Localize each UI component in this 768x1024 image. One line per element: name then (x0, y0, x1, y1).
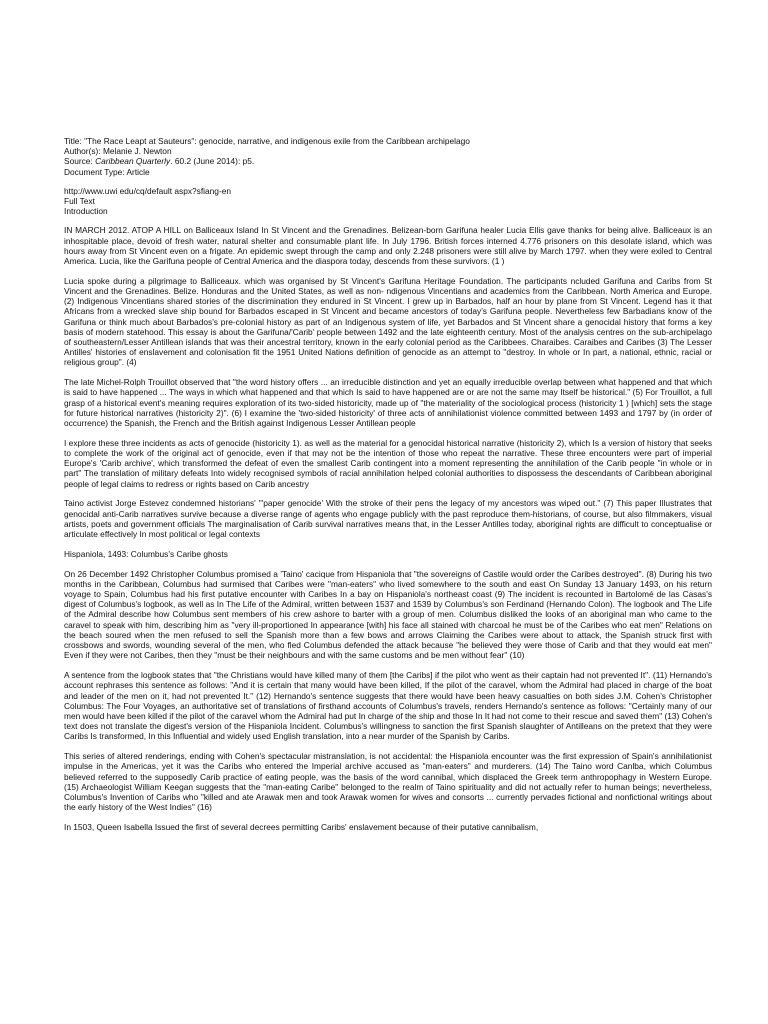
source-journal: Caribbean Quarterly (95, 156, 171, 167)
section-heading: Hispaniola, 1493: Columbus's Caribe ghosts (64, 548, 228, 559)
full-text-label: Full Text (64, 196, 95, 207)
paragraph: On 26 December 1492 Christopher Columbus promised a 'Taino' cacique from Hispaniola that "the sovereigns of Castile would order the Caribes destroyed". (8) During his two months in the Caribbean, Columbus had surmised that Caribes were "man-eaters" who lived somewhere to the south and east On Sunday 13 January 1493, on his return voyage to Spain, Columbus had his first putative encounter with Caribes In a bay on Hispaniola's northeast coast (9) The incident is recounted in Bartolomé de las Casas's digest of Columbus's logbook, as well as In The Life of the Admiral, written between 1537 and 1539 by Columbus's son Ferdinand (Hernando Colon). The logbook and The Life of the Admiral describe how Columbus sent members of his crew ashore to barter with a group of men. Columbus disliked the looks of an aboriginal man who came to the caravel to speak with him, describing him as "very ill-proportioned In appearance [with] his face all stained with charcoal he must be of the Caribes who eat men" Relations on the beach soured when the men refused to sell the Spanish more than a few bows and arrows Claiming the Caribes were about to attack, the Spanish struck first with crossbows and swords, wounding several of the men, who fled Columbus defended the attack because "he believed they were those of Carib and that they would eat men" Even if they were not Caribes, then they "must be their neighbours and with the same customs and be men without fear" (10) (64, 568, 712, 661)
source-label: Source: (64, 156, 96, 167)
paragraph: A sentence from the logbook states that "the Christians would have killed many of them [the Caribs] if the pilot who went as their captain had not prevented It". (11) Hernando's account rephrases this sentence as follows: "And it is certain that many would have been killed, If the pilot of the caravel, whom the Admiral had placed in charge of the boat and leader of the men on it, had not prevented It." (12) Hernando's sentence suggests that there would have been heavy casualties on both sides J.M. Cohen's Christopher Columbus: The Four Voyages, an authoritative set of translations of firsthand accounts of Columbus's travels, renders Hernando's sentence as follows: "Certainly many of our men would have been killed if the pilot of the caravel whom the Admiral had put In charge of the ship and those In It had not come to their rescue and saved them" (13) Cohen's text does not translate the digest's version of the Hispaniola Incident. Columbus's willingness to sanction the first Spanish slaughter of Antilleans on the pretext that they were Caribs Is transformed, In this Influential and widely used English translation, into a near murder of the Spanish by Caribs. (64, 670, 712, 742)
article-body (64, 136, 712, 842)
paragraph: Taino activist Jorge Estevez condemned historians' "'paper genocide' With the stroke of their pens the legacy of my ancestors was wiped out." (7) This paper Illustrates that genocidal anti-Carib narratives survive because a diverse range of agents who engage publicly with the past reproduce them-historians, of course, but also filmmakers, visual artists, poets and government officials The marginalisation of Carib survival narratives means that, in the Lesser Antilles today, aboriginal rights are difficult to conceptualise or articulate effectively In most political or legal contexts (64, 498, 712, 540)
paragraph: I explore these three incidents as acts of genocide (historicity 1). as well as the material for a genocidal historical narrative (historicity 2), which Is a version of history that seeks to complete the work of the original act of genocide, even if that may not be the intention of those who repeat the narrative. These three encounters were part of imperial Europe's 'Carib archive', which transformed the defeat of even the smallest Carib contingent into a moment representing the annihilation of the Carib people "in whole or in part" The translation of military defeats Into widely recognised symbols of racial annihilation helped colonial authorities to dispossess the descendants of Caribbean aboriginal people of legal claims to redress or rights based on Carib ancestry (64, 437, 712, 489)
article-author: Melanie J. Newton (102, 146, 172, 157)
spacer (64, 177, 712, 186)
paragraph: The late Michel-Rolph Trouillot observed that "the word history offers ... an irreducible distinction and yet an equally irreducible overlap between what happened and that which is said to have happened ... The ways in which what happened and that which Is said to have happened are or are not the same may Itself be historical." (5) For Trouillot, a full grasp of a historical event's meaning requires exploration of its two-sided historicity, made up of "the materiality of the sociological process (historicity 1 ) [which] sets the stage for future historical narratives (historicity 2)". (6) I examine the 'two-sided historicity' of three acts of annihilationist violence committed between 1493 and 1797 by (in order of occurrence) the Spanish, the French and the British against Indigenous Lesser Antillean people (64, 377, 712, 429)
source-url[interactable]: http://www.uwi edu/cq/default aspx?sfiang-en (64, 185, 231, 196)
author-label: Author(s): (64, 146, 103, 157)
paragraph: IN MARCH 2012. ATOP A HILL on Balliceaux Island In St Vincent and the Grenadines. Belizean-born Garifuna healer Lucia Ellis gave thanks for being alive. Balliceaux is an inhospitable place, devoid of fresh water, natural shelter and consumable plant life. In July 1796. British forces interned 4.776 prisoners on this desolate island, which was hours away from St Vincent even on a frigate. An epidemic swept through the camp and only 2.248 prisoners were still alive by March 1797. when they were exiled to Central America. Lucia, like the Garifuna people of Central America and the diaspora today, descends from these survivors. (1 ) (64, 225, 712, 267)
paragraph: Lucia spoke during a pilgrimage to Balliceaux. which was organised by St Vincent's Garifuna Heritage Foundation. The participants ncluded Garifuna and Caribs from St Vincent and the Grenadines. Belize. Honduras and the United States, as well as non- ndigenous Vincentians and academics from the Caribbean. North America and Europe. (2) Indigenous Vincentians shared stories of the discrimination they endured in St Vincent. I grew up in Barbados, half an hour by plane from St Vincent. Legend has it that Africans from a wrecked slave ship bound for Barbados escaped in St Vincent and became ancestors of today's Garifuna people. Nevertheless few Barbadians know of the Garifuna or think much about Barbados's pre-colonial history as part of an Indigenous system of life, yet Barbados and St Vincent share a genocidal history that forms a key basis of modern statehood. This essay is about the Garifuna/'Carib' people between 1492 and the late eighteenth century. Most of the analysis centres on the sub-archipelago of southeastern/Lesser Antillean islands that was their ancestral territory, known in the early colonial period as the Caribbees. Charaibes. Caraibes and Caribes (3) The Lesser Antilles' histories of enslavement and colonisation fit the 1951 United Nations definition of genocide as an attempt to "destroy. In whole or In part, a national, ethnic, racial or religious group". (4) (64, 275, 712, 368)
author-line (64, 146, 712, 156)
doctype-line (64, 167, 712, 177)
spacer (64, 216, 712, 225)
article-title: "The Race Leapt at Sauteurs": genocide, narrative, and indigenous exile from the Caribbean archipelago (84, 136, 470, 146)
doctype-label: Document Type: (64, 166, 127, 177)
source-details: . 60.2 (June 2014): p5. (170, 156, 255, 167)
document-type: Article (126, 166, 150, 177)
title-label: Title: (64, 136, 85, 146)
paragraph: In 1503, Queen Isabella Issued the first of several decrees permitting Caribs' enslavement because of their putative cannibalism, (64, 821, 539, 832)
source-line (64, 156, 712, 166)
paragraph: This series of altered renderings, ending with Cohen's spectacular mistranslation, is not accidental: the Hispaniola encounter was the first expression of Spain's annihilationist impulse in the Americas, yet it was the Caribs who entered the Imperial archive accused as "man-eaters" and murderers. (14) The Taino word Canlba, which Columbus believed referred to the supposedly Carib practice of eating people, was the basis of the word cannibal, which displaced the Greek term anthropophagy in Western Europe. (15) Archaeologist William Keegan suggests that the "man-eating Caribe" belonged to the realm of Taino spirituality and did not actually refer to human beings; nevertheless, Columbus's Invention of Caribs who "killed and ate Arawak men and took Arawak women for wives and consorts ... currently pervades fictional and nonfictional writings about the early history of the West Indies" (16) (64, 751, 712, 813)
introduction-heading: Introduction (64, 206, 108, 217)
title-line (64, 136, 712, 146)
